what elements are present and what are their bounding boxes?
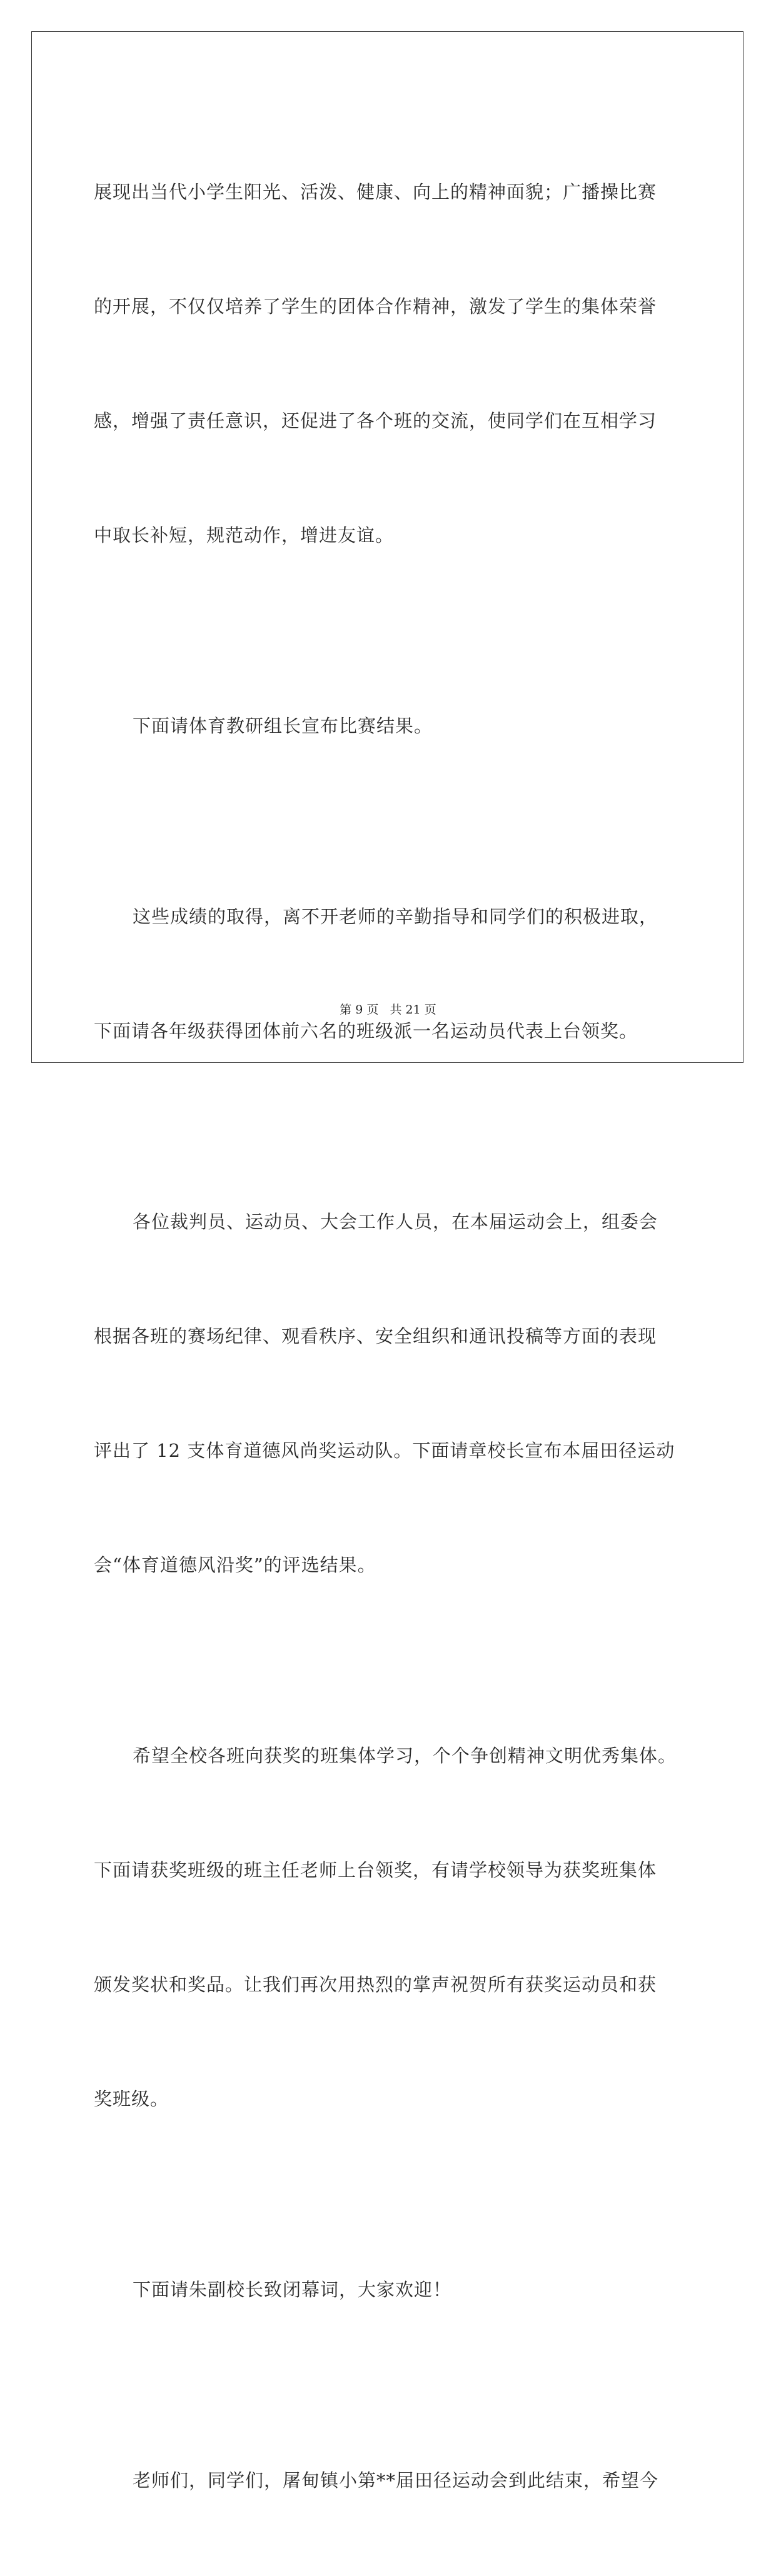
text-line: 的开展，不仅仅培养了学生的团体合作精神，激发了学生的集体荣誉 — [94, 296, 657, 317]
page-total: 共 21 页 — [390, 1003, 436, 1017]
page-number: 第 9 页 — [340, 1003, 379, 1017]
paragraph — [94, 2195, 682, 2385]
paragraph — [94, 97, 682, 631]
paragraph — [94, 631, 682, 822]
text-line: 这些成绩的取得，离不开老师的辛勤指导和同学们的积极进取， — [133, 906, 658, 927]
text-line: 下面请获奖班级的班主任老师上台领奖，有请学校领导为获奖班集体 — [94, 1859, 657, 1881]
text-line: 希望全校各班向获奖的班集体学习，个个争创精神文明优秀集体。 — [133, 1745, 677, 1766]
text-line: 颁发奖状和奖品。让我们再次用热烈的掌声祝贺所有获奖运动员和获 — [94, 1974, 657, 1995]
text-line: 根据各班的赛场纪律、观看秩序、安全组织和通讯投稿等方面的表现 — [94, 1326, 657, 1347]
text-line: 奖班级。 — [94, 2088, 169, 2110]
text-line: 展现出当代小学生阳光、活泼、健康、向上的精神面貌；广播操比赛 — [94, 181, 657, 203]
paragraph — [94, 1661, 682, 2195]
text-line: 下面请体育教研组长宣布比赛结果。 — [133, 715, 433, 737]
text-line: 老师们，同学们，屠甸镇小第**届田径运动会到此结束，希望今 — [133, 2470, 659, 2491]
paragraph — [94, 1127, 682, 1661]
text-line: 各位裁判员、运动员、大会工作人员，在本届运动会上，组委会 — [133, 1211, 658, 1232]
text-line: 感，增强了责任意识，还促进了各个班的交流，使同学们在互相学习 — [94, 410, 657, 431]
page-footer — [0, 1000, 776, 1017]
text-line: 下面请朱副校长致闭幕词，大家欢迎！ — [133, 2279, 452, 2300]
text-line: 下面请各年级获得团体前六名的班级派一名运动员代表上台领奖。 — [94, 1020, 638, 1042]
document-body — [94, 97, 682, 2576]
text-line: 会“体育道德风沿奖”的评选结果。 — [94, 1554, 376, 1576]
paragraph — [94, 822, 682, 1127]
text-line: 中取长补短，规范动作，增进友谊。 — [94, 525, 395, 546]
text-line: 评出了 12 支体育道德风尚奖运动队。下面请章校长宣布本届田径运动 — [94, 1440, 675, 1461]
paragraph — [94, 2385, 682, 2576]
